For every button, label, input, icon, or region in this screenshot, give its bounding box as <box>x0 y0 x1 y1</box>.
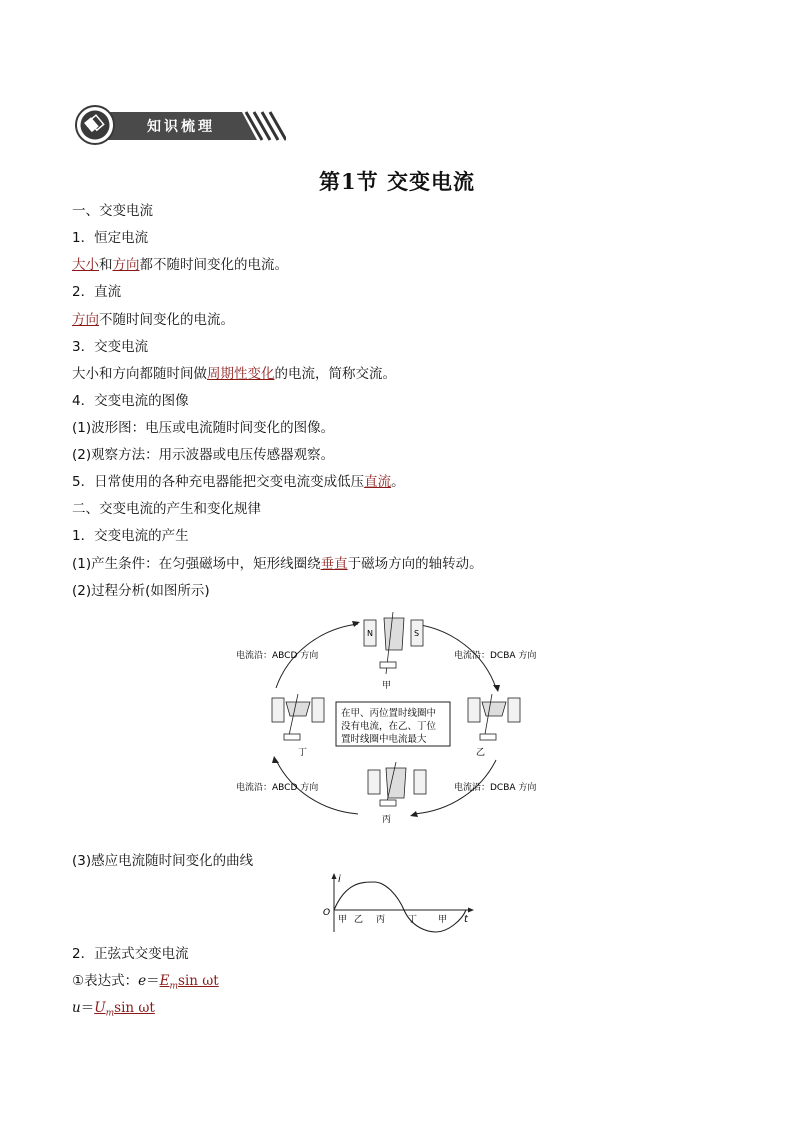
heading-2-1: 1．交变电流的产生 <box>72 528 189 544</box>
para-1-3: 大小和方向都随时间做周期性变化的电流，简称交流。 <box>72 366 396 382</box>
para-2-1-a: (1)产生条件：在匀强磁场中，矩形线圈绕垂直于磁场方向的轴转动。 <box>72 556 483 572</box>
apparatus-right <box>468 694 520 740</box>
answer-blank: $E_m\sin$ ωt <box>159 973 219 992</box>
label-top-right: 电流沿：DCBA 方向 <box>454 651 536 661</box>
curve-tick-label: 甲 <box>438 915 448 925</box>
center-note-line: 置时线圈中电流最大 <box>341 734 427 745</box>
label-top-left: 电流沿：ABCD 方向 <box>236 651 319 661</box>
heading-2-2: 2．正弦式交变电流 <box>72 946 189 962</box>
formula-u: $u=U_m\sin$ ωt <box>72 1000 155 1019</box>
pos-bottom-label: 丙 <box>382 815 392 825</box>
answer-blank: 直流 <box>364 474 392 490</box>
pos-left-label: 丁 <box>298 748 308 758</box>
heading-1-2: 2．直流 <box>72 284 122 300</box>
page-title: 第1节 交变电流 <box>319 169 475 194</box>
answer-blank: 大小 <box>72 257 99 273</box>
curve-tick-label: 丙 <box>376 915 386 925</box>
heading-2: 二、交变电流的产生和变化规律 <box>72 501 261 517</box>
banner-label: 知识梳理 <box>147 119 215 135</box>
heading-1-4: 4．交变电流的图像 <box>72 393 189 409</box>
pos-right-label: 乙 <box>476 748 486 758</box>
svg-text:N: N <box>367 629 373 638</box>
para-1-2: 方向不随时间变化的电流。 <box>72 312 234 328</box>
para-2-1-c: (3)感应电流随时间变化的曲线 <box>72 853 254 869</box>
apparatus-bottom <box>368 762 426 806</box>
answer-blank: 方向 <box>112 257 140 273</box>
section-banner <box>74 104 286 146</box>
heading-1: 一、交变电流 <box>72 203 153 219</box>
x-axis-label: t <box>464 914 468 925</box>
process-diagram <box>236 610 536 825</box>
apparatus-top <box>364 612 423 674</box>
answer-blank: 垂直 <box>320 556 348 572</box>
para-1-5: 5．日常使用的各种充电器能把交变电流变成低压直流。 <box>72 474 405 490</box>
current-curve <box>316 872 478 934</box>
heading-1-1: 1．恒定电流 <box>72 230 149 246</box>
y-axis-label: i <box>338 874 341 885</box>
curve-tick-label: 乙 <box>354 915 364 925</box>
apparatus-left <box>272 694 324 740</box>
label-bottom-right: 电流沿：DCBA 方向 <box>454 783 536 793</box>
label-bottom-left: 电流沿：ABCD 方向 <box>236 783 319 793</box>
answer-blank: 方向 <box>72 312 99 328</box>
para-1-4-a: (1)波形图：电压或电流随时间变化的图像。 <box>72 420 335 436</box>
svg-text:S: S <box>414 629 420 638</box>
origin-label: O <box>323 908 331 918</box>
para-1-4-b: (2)观察方法：用示波器或电压传感器观察。 <box>72 447 335 463</box>
heading-1-3: 3．交变电流 <box>72 339 149 355</box>
center-note-line: 没有电流，在乙、丁位 <box>341 721 437 732</box>
answer-blank: 周期性变化 <box>207 366 275 382</box>
formula-e: ①表达式：$e=E_m\sin$ ωt <box>72 973 219 992</box>
para-1-1: 大小和方向都不随时间变化的电流。 <box>72 257 288 273</box>
para-2-1-b: (2)过程分析(如图所示) <box>72 583 210 599</box>
pos-top-label: 甲 <box>382 681 392 691</box>
curve-tick-label: 甲 <box>338 915 348 925</box>
center-note-line: 在甲、丙位置时线圈中 <box>341 708 437 719</box>
answer-blank: $U_m\sin$ ωt <box>94 1000 155 1019</box>
curve-tick-label: 丁 <box>408 915 418 925</box>
